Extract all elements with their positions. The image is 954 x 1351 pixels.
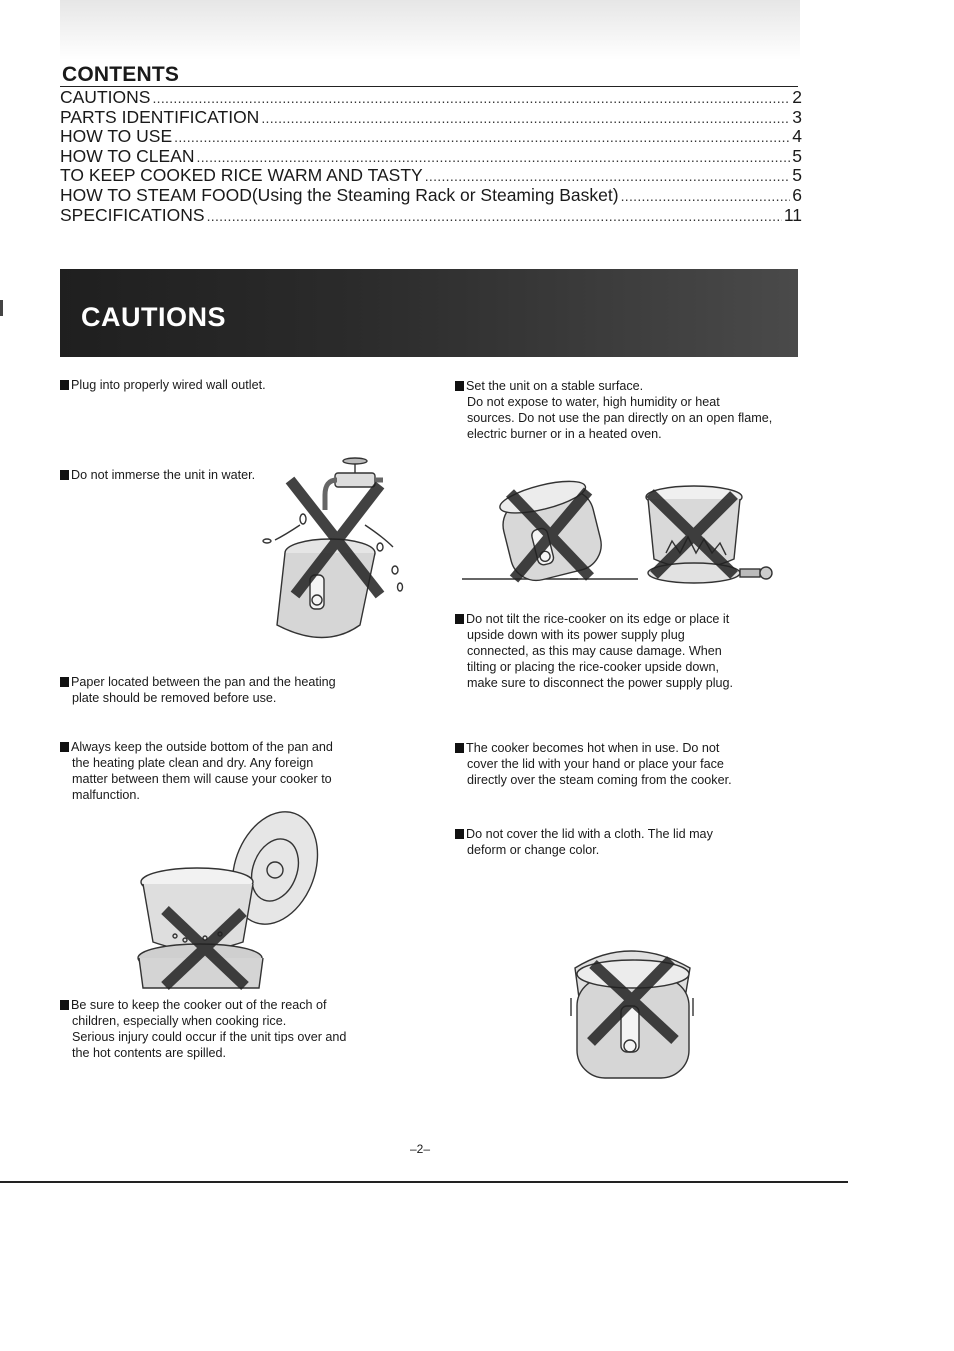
toc-entry-label: TO KEEP COOKED RICE WARM AND TASTY <box>60 165 423 186</box>
toc-entry-label: HOW TO CLEAN <box>60 145 195 166</box>
toc-entry-label: CAUTIONS <box>60 87 151 107</box>
caution-item: Plug into properly wired wall outlet. <box>60 377 266 393</box>
toc-entry-parts-identification[interactable] <box>60 108 802 128</box>
bullet-square-icon <box>455 829 464 839</box>
cautions-heading: CAUTIONS <box>81 302 226 332</box>
toc-entry-page: 5 <box>792 165 802 186</box>
bullet-square-icon <box>455 614 464 624</box>
toc-leader-dots <box>174 127 790 148</box>
bullet-square-icon <box>60 1000 69 1010</box>
toc-entry-page: 6 <box>792 184 802 205</box>
bullet-square-icon <box>455 743 464 753</box>
bullet-square-icon <box>60 742 69 752</box>
caution-item: Paper located between the pan and the heating plate should be removed before use. <box>60 674 336 706</box>
caution-item: Always keep the outside bottom of the pan and the heating plate clean and dry. Any foreign matter between them will cause your cooker to malfunction. <box>60 739 333 803</box>
caution-item: Do not tilt the rice-cooker on its edge or place it upside down with its power supply plug connected, as this may cause damage. When tilting or placing the rice-cooker upside down, make sure to disconnect the power supply plug. <box>455 611 733 691</box>
cooker-covered-with-cloth-illustration <box>565 938 700 1088</box>
toc-leader-dots <box>197 147 791 168</box>
toc-entry-how-to-clean[interactable] <box>60 147 802 167</box>
binding-mark <box>0 300 3 316</box>
bullet-square-icon <box>455 381 464 391</box>
toc-entry-page: 2 <box>792 87 802 107</box>
caution-item: Set the unit on a stable surface. Do not expose to water, high humidity or heat sources. Do not use the pan directly on an open flame, electric burner or in a heated oven. <box>455 378 772 442</box>
toc-entry-page: 4 <box>792 126 802 147</box>
toc-entry-page: 5 <box>792 145 802 166</box>
bullet-square-icon <box>60 677 69 687</box>
contents-heading: CONTENTS <box>62 63 180 86</box>
toc-entry-keep-rice-warm[interactable] <box>60 166 802 186</box>
page-bottom-rule <box>0 1181 848 1183</box>
toc-entry-page: 3 <box>792 106 802 127</box>
cooker-on-unstable-surface-illustration <box>458 475 783 595</box>
caution-item: The cooker becomes hot when in use. Do not cover the lid with your hand or place your face directly over the steam coming from the cooker. <box>455 740 732 788</box>
cooker-under-faucet-illustration <box>255 455 405 655</box>
toc-entry-label: HOW TO STEAM FOOD <box>60 184 252 205</box>
toc-entry-page: 11 <box>783 204 802 225</box>
bullet-square-icon <box>60 380 69 390</box>
toc-leader-dots <box>207 206 782 227</box>
page-number: –2– <box>410 1142 431 1156</box>
toc-entry-label: HOW TO USE <box>60 126 173 147</box>
caution-item: Be sure to keep the cooker out of the reach of children, especially when cooking rice. Serious injury could occur if the unit tips over and the hot contents are spilled. <box>60 997 346 1061</box>
toc-entry-cautions[interactable] <box>60 88 802 108</box>
toc-entry-label: PARTS IDENTIFICATION <box>60 106 260 127</box>
toc-entry-how-to-steam[interactable] <box>60 186 802 206</box>
toc-leader-dots <box>425 166 791 187</box>
bullet-square-icon <box>60 470 69 480</box>
pan-and-heating-plate-illustration <box>135 808 325 993</box>
table-of-contents <box>60 88 802 225</box>
toc-leader-dots <box>621 186 791 207</box>
contents-divider <box>60 86 798 87</box>
caution-item: Do not immerse the unit in water. <box>60 467 255 483</box>
toc-entry-note: (Using the Steaming Rack or Steaming Basket) <box>251 184 619 205</box>
scan-shadow <box>60 0 800 60</box>
toc-entry-specifications[interactable] <box>60 206 802 226</box>
caution-item: Do not cover the lid with a cloth. The lid may deform or change color. <box>455 826 713 858</box>
toc-entry-label: SPECIFICATIONS <box>60 204 205 225</box>
cautions-banner <box>60 269 798 357</box>
toc-leader-dots <box>261 108 790 129</box>
toc-leader-dots <box>152 88 790 109</box>
toc-entry-how-to-use[interactable] <box>60 127 802 147</box>
